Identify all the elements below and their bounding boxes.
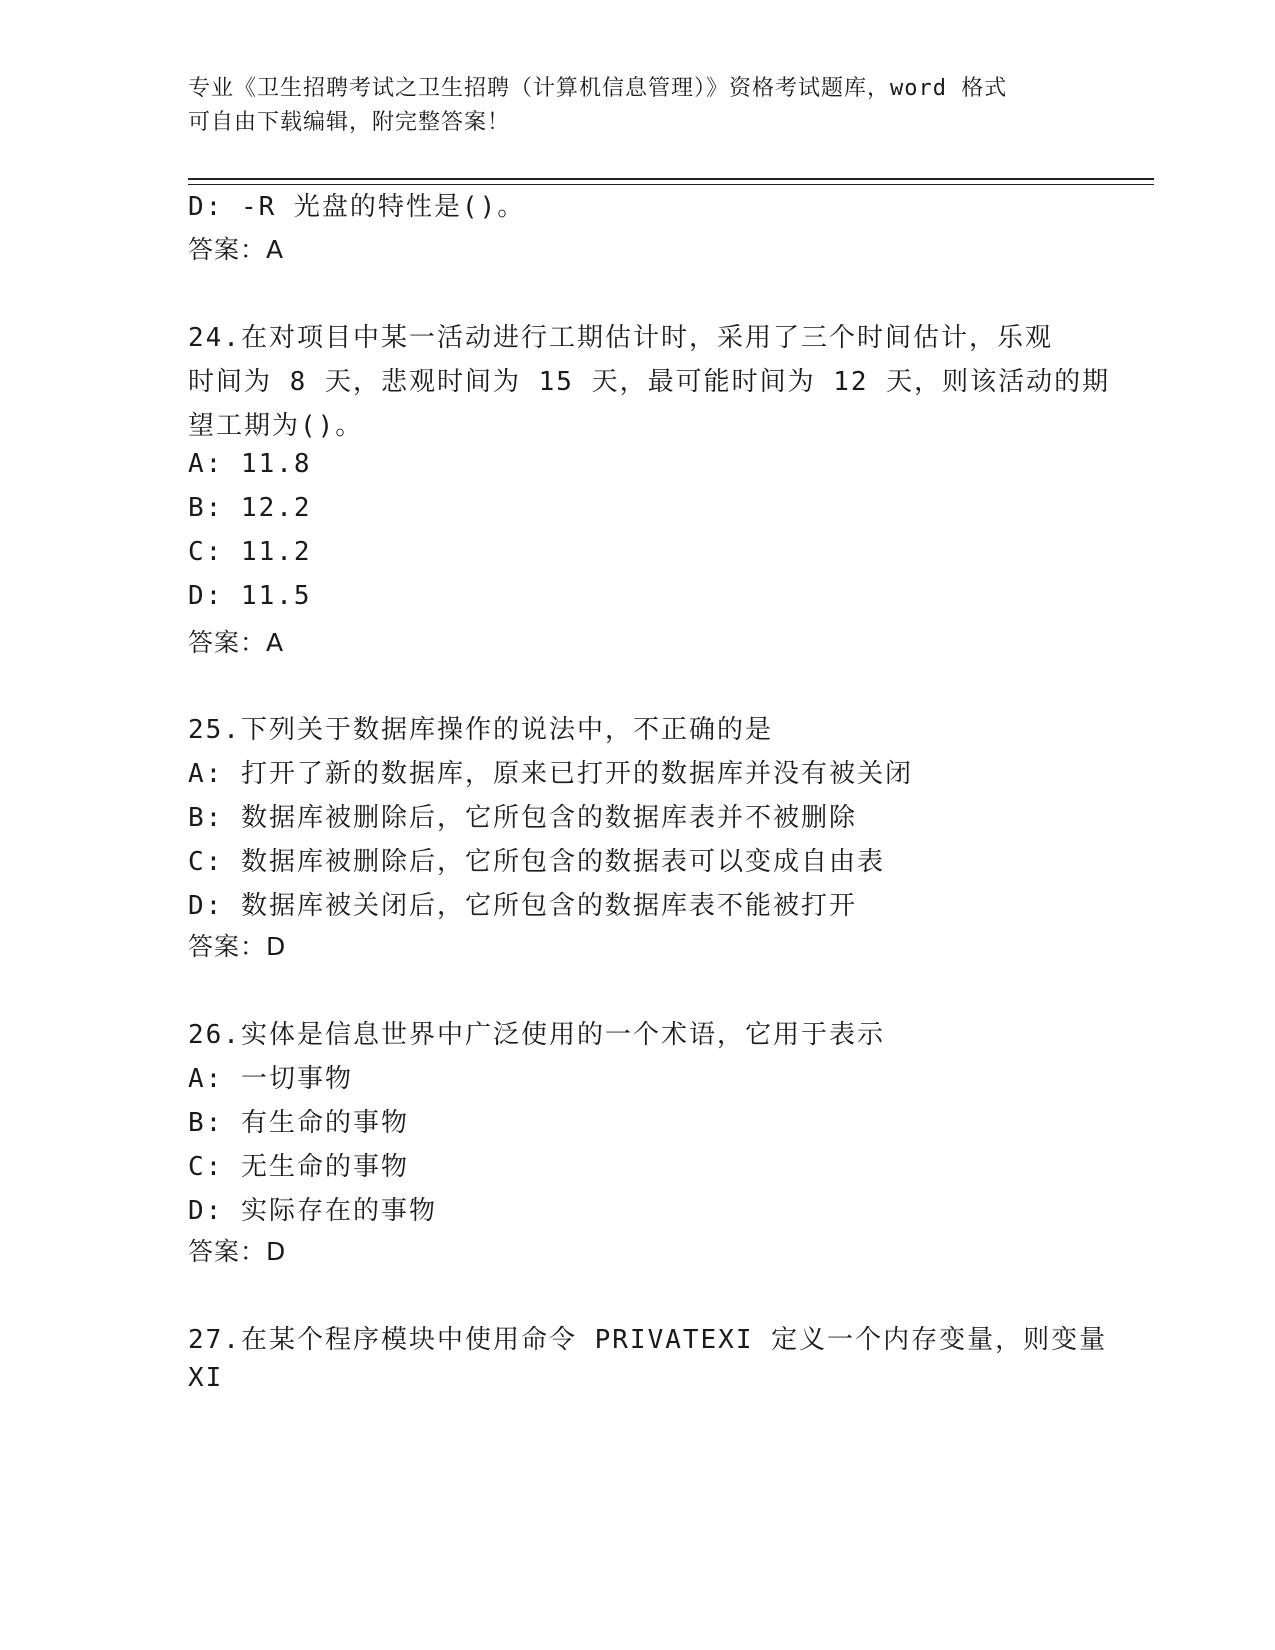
q26-answer: 答案：D [188, 1237, 287, 1266]
q27-stem-line-1: 27.在某个程序模块中使用命令 PRIVATEXI 定义一个内存变量，则变量 [188, 1325, 1108, 1355]
header-line-2: 可自由下载编辑，附完整答案！ [188, 110, 511, 135]
q24-option-d: D: 11.5 [188, 581, 312, 611]
q26-stem-line-1: 26.实体是信息世界中广泛使用的一个术语，它用于表示 [188, 1020, 885, 1050]
q24-stem-line-3: 望工期为()。 [188, 411, 364, 441]
q25-option-a: A: 打开了新的数据库，原来已打开的数据库并没有被关闭 [188, 759, 913, 789]
q25-option-c: C: 数据库被删除后，它所包含的数据表可以变成自由表 [188, 847, 885, 877]
q25-option-d: D: 数据库被关闭后，它所包含的数据库表不能被打开 [188, 891, 857, 921]
q26-option-b: B: 有生命的事物 [188, 1108, 409, 1138]
q25-answer: 答案：D [188, 932, 287, 961]
q24-option-c: C: 11.2 [188, 537, 312, 567]
prev-option-d: D: -R 光盘的特性是()。 [188, 192, 526, 222]
q26-option-d: D: 实际存在的事物 [188, 1196, 437, 1226]
q26-option-a: A: 一切事物 [188, 1064, 353, 1094]
q25-option-b: B: 数据库被删除后，它所包含的数据库表并不被删除 [188, 803, 857, 833]
prev-answer: 答案：A [188, 235, 285, 264]
document-header [188, 72, 1088, 140]
q24-option-b: B: 12.2 [188, 493, 312, 523]
q26-option-c: C: 无生命的事物 [188, 1152, 409, 1182]
q24-option-a: A: 11.8 [188, 449, 312, 479]
q24-answer: 答案：A [188, 628, 285, 657]
header-line-1: 专业《卫生招聘考试之卫生招聘（计算机信息管理）》资格考试题库，word 格式 [188, 76, 1008, 101]
q24-stem-line-2: 时间为 8 天，悲观时间为 15 天，最可能时间为 12 天，则该活动的期 [188, 367, 1111, 397]
q27-stem-line-2: XI [188, 1363, 224, 1393]
q25-stem-line-1: 25.下列关于数据库操作的说法中，不正确的是 [188, 715, 773, 745]
header-rule-thick [188, 178, 1154, 180]
header-rule-thin [188, 184, 1154, 185]
q24-stem-line-1: 24.在对项目中某一活动进行工期估计时，采用了三个时间估计，乐观 [188, 323, 1053, 353]
